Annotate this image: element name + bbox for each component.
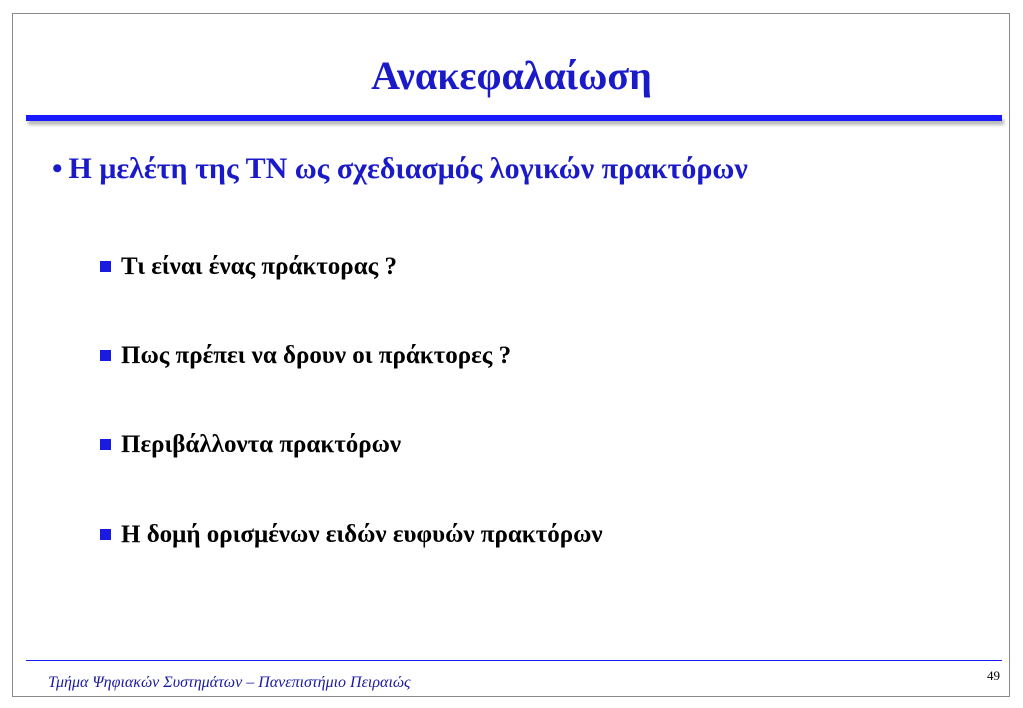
square-bullet-icon [100,529,111,540]
sub-bullet-item [100,252,397,282]
bullet-dot-icon: • [52,152,63,185]
square-bullet-icon [100,439,111,450]
slide-title: Ανακεφαλαίωση [371,53,652,98]
sub-bullet-text: Τι είναι ένας πράκτορας ? [121,253,397,280]
sub-bullet-text: Η δομή ορισμένων ειδών ευφυών πρακτόρων [121,521,603,548]
footer-divider [26,660,1002,661]
footer-institution: Τμήμα Ψηφιακών Συστημάτων – Πανεπιστήμιο Πειραιώς [48,674,411,691]
sub-bullet-text: Πως πρέπει να δρουν οι πράκτορες ? [121,342,512,369]
main-bullet [52,150,748,188]
main-bullet-text: Η μελέτη της ΤΝ ως σχεδιασμός λογικών πρακτόρων [68,152,748,185]
sub-bullet-item [100,430,401,460]
sub-bullet-item [100,341,511,371]
square-bullet-icon [100,350,111,361]
sub-bullet-item [100,520,603,550]
square-bullet-icon [100,261,111,272]
title-underline [26,115,1002,121]
page-number: 49 [987,668,1000,683]
sub-bullet-text: Περιβάλλοντα πρακτόρων [121,431,402,458]
